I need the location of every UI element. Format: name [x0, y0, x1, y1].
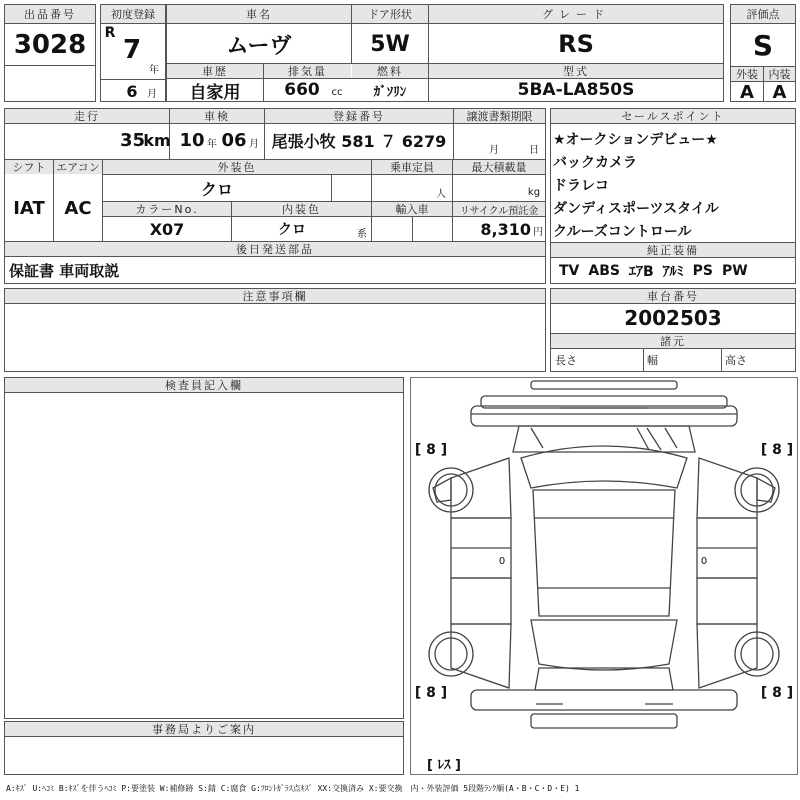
capacity-label: 乗車定員: [372, 160, 452, 174]
history-value: 自家用: [189, 82, 241, 103]
inspector-box: [4, 377, 404, 719]
car-info-box: [166, 4, 724, 102]
first-registration-month: 6: [126, 81, 138, 101]
inspection-year-unit: 年: [207, 138, 217, 150]
mileage-unit: km: [143, 130, 171, 150]
notes-box: [4, 288, 546, 372]
equipment-list: [559, 258, 793, 283]
chassis-box: [550, 288, 796, 372]
shift-label: シフト: [5, 160, 53, 174]
specs-height-label: 高さ: [725, 354, 747, 367]
equipment-item: TV: [559, 262, 580, 279]
grade-label: グレード: [429, 5, 723, 23]
import-label: 輸入車: [372, 202, 452, 216]
ext-color-label: 外装色: [103, 160, 371, 174]
interior-grade-value: A: [772, 81, 787, 103]
inspection-month: 06: [221, 129, 247, 151]
fuel-value: ｶﾞｿﾘﾝ: [373, 84, 407, 100]
sales-points-box: [550, 108, 796, 284]
first-registration-month-unit: 月: [147, 88, 157, 100]
notes-label: 注意事項欄: [5, 289, 545, 303]
color-no-label: カラーNo.: [103, 202, 231, 216]
detail-box: [4, 108, 546, 284]
legend-text: A:ｷｽﾞ U:ﾍｺﾐ B:ｷｽﾞを伴うﾍｺﾐ P:要塗装 W:補修跡 S:錆 C:腐食 G:ﾌﾛﾝﾄｶﾞﾗｽ点ｷｽﾞ XX:交換済み X:要交換 内・外装評価 5段階ﾗﾝｸ順(A・B・C・D・E) 1: [6, 783, 580, 793]
model-label: 型式: [429, 64, 723, 78]
door-label: ドア形状: [352, 5, 428, 23]
tire-front-right: [ 8 ]: [760, 442, 794, 458]
recycle-label: リサイクル預託金: [453, 202, 545, 216]
sales-point-item: バックカメラ: [553, 155, 637, 171]
sales-point-item: ダンディスポーツスタイル: [553, 201, 719, 217]
specs-length-label: 長さ: [555, 354, 577, 367]
chassis-value: 2002503: [624, 306, 722, 330]
transfer-deadline-month-unit: 月: [489, 144, 499, 156]
inspector-label: 検査員記入欄: [5, 378, 403, 392]
sales-point-item: クルーズコントロール: [553, 224, 692, 240]
sales-point-item: ドラレコ: [553, 178, 609, 194]
max-load-unit: kg: [527, 186, 541, 198]
mark-left: 0: [498, 555, 506, 567]
office-label: 事務局よりご案内: [5, 722, 403, 736]
displacement-label: 排気量: [264, 64, 351, 78]
mileage-value: 35: [119, 129, 145, 151]
plate-label: 登録番号: [265, 109, 453, 123]
spare-tire: [ ﾚｽ ]: [427, 757, 461, 773]
inspection-label: 車検: [170, 109, 264, 123]
chassis-label: 車台番号: [551, 289, 795, 303]
later-parts-label: 後日発送部品: [5, 242, 545, 256]
later-parts-value: 保証書 車両取説: [9, 261, 120, 280]
equipment-item: ｱﾙﾐ: [662, 263, 684, 280]
score-value: S: [752, 28, 774, 62]
interior-grade-label: 内装: [764, 67, 795, 81]
grade-value: RS: [558, 30, 594, 58]
capacity-unit: 人: [436, 188, 446, 200]
first-registration-year: 7: [122, 35, 142, 65]
transfer-deadline-day-unit: 日: [529, 144, 539, 156]
tire-rear-left: [ 8 ]: [414, 685, 448, 701]
history-label: 車歴: [167, 64, 263, 78]
recycle-unit: 円: [533, 226, 543, 238]
equipment-item: ABS: [588, 262, 620, 279]
equipment-item: ｴｱB: [628, 263, 654, 280]
office-box: [4, 721, 404, 775]
first-registration-era: R: [104, 25, 116, 41]
plate-value: 尾張小牧 581 ７ 6279: [271, 131, 447, 151]
equipment-item: PW: [722, 262, 748, 279]
exterior-grade-label: 外装: [731, 67, 763, 81]
inspection-month-unit: 月: [249, 138, 259, 150]
max-load-label: 最大積載量: [453, 160, 545, 174]
first-registration-year-unit: 年: [149, 64, 159, 76]
aircon-label: エアコン: [54, 160, 102, 174]
int-color-unit: 系: [357, 228, 367, 240]
displacement-value: 660: [284, 80, 320, 100]
fuel-label: 燃料: [352, 64, 428, 78]
aircon-value: AC: [64, 197, 92, 219]
first-registration-label: 初度登録: [101, 5, 165, 23]
inspection-year: 10: [179, 129, 205, 151]
sales-point-item: ★オークションデビュー★: [553, 132, 718, 148]
ext-color-value: クロ: [200, 179, 233, 199]
int-color-value: クロ: [278, 222, 306, 238]
tire-rear-right: [ 8 ]: [760, 685, 794, 701]
door-value: 5W: [370, 31, 410, 57]
car-outline-icon: [411, 378, 797, 774]
int-color-label: 内装色: [232, 202, 371, 216]
lot-number-box: [4, 4, 96, 102]
shift-value: IAT: [13, 197, 45, 219]
first-registration-box: [100, 4, 166, 102]
car-diagram: [410, 377, 798, 775]
transfer-deadline-label: 譲渡書類期限: [454, 109, 545, 123]
mark-right: 0: [700, 555, 708, 567]
sales-points-label: セールスポイント: [551, 109, 795, 123]
lot-number-label: 出品番号: [5, 5, 95, 23]
tire-front-left: [ 8 ]: [414, 442, 448, 458]
specs-width-label: 幅: [647, 354, 658, 367]
mileage-label: 走行: [5, 109, 169, 123]
displacement-unit: cc: [331, 86, 343, 98]
model-value: 5BA-LA850S: [517, 80, 635, 100]
score-box: [730, 4, 796, 102]
lot-number-value: 3028: [13, 30, 87, 60]
car-name-value: ムーヴ: [226, 33, 292, 59]
recycle-value: 8,310: [480, 219, 531, 239]
equipment-label: 純正装備: [551, 243, 795, 257]
score-label: 評価点: [731, 5, 795, 23]
color-no-value: X07: [149, 219, 185, 239]
equipment-item: PS: [692, 262, 713, 279]
specs-label: 諸元: [551, 334, 795, 348]
car-name-label: 車名: [167, 5, 351, 23]
exterior-grade-value: A: [740, 81, 754, 103]
